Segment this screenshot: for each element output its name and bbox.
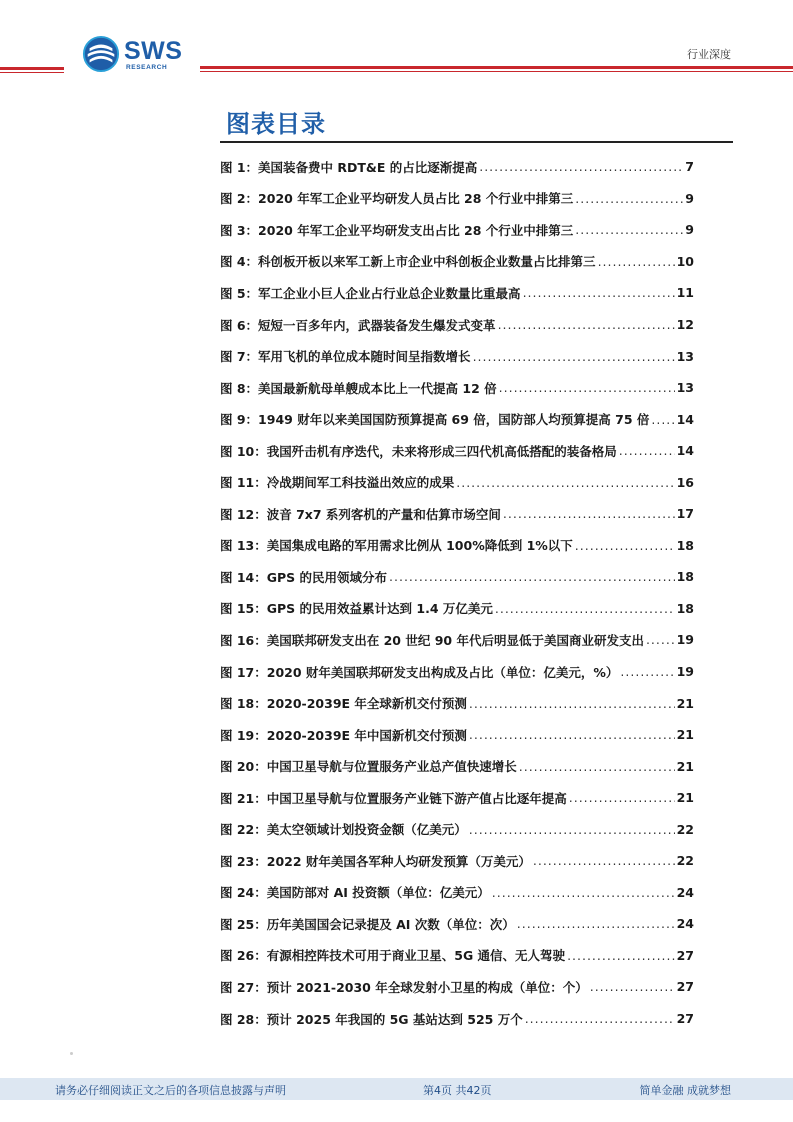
toc-entry[interactable] (220, 971, 694, 1003)
toc-entry-page: 27 (676, 979, 694, 995)
toc-entry-leader (503, 506, 675, 521)
toc-entry-page: 11 (676, 285, 694, 301)
toc-entry-leader (598, 254, 675, 269)
toc-entry-page: 13 (676, 380, 694, 396)
toc-entry-page: 22 (676, 853, 694, 869)
toc-entry-leader (646, 632, 675, 647)
toc-entry[interactable] (220, 151, 694, 183)
toc-entry[interactable] (220, 656, 694, 688)
toc-entry-page: 17 (676, 506, 694, 522)
toc-entry[interactable] (220, 782, 694, 814)
toc-entry-leader (620, 664, 674, 679)
toc-entry-page: 24 (676, 916, 694, 932)
toc-entry-leader (456, 475, 674, 490)
toc-entry[interactable] (220, 719, 694, 751)
toc-title: 图表目录 (226, 110, 326, 138)
toc-entry-leader (525, 1011, 675, 1026)
toc-entry-label: 图 5：军工企业小巨人企业占行业总企业数量比重最高 (220, 285, 521, 301)
header-rule-right (200, 66, 793, 69)
toc-entry-leader (469, 727, 675, 742)
toc-entry-label: 图 15：GPS 的民用效益累计达到 1.4 万亿美元 (220, 601, 493, 617)
toc-entry-label: 图 2：2020 年军工企业平均研发人员占比 28 个行业中排第三 (220, 191, 574, 207)
footer-disclaimer: 请务必仔细阅读正文之后的各项信息披露与声明 (55, 1084, 286, 1097)
page-footer (0, 1078, 793, 1100)
toc-entry[interactable] (220, 340, 694, 372)
toc-entry[interactable] (220, 246, 694, 278)
toc-entry-page: 13 (676, 348, 694, 364)
toc-entry-leader (517, 916, 675, 931)
toc-entry-leader (495, 601, 675, 616)
figure-list (220, 151, 694, 1034)
sws-logo-icon (82, 35, 120, 73)
toc-entry-leader (473, 349, 675, 364)
toc-entry-label: 图 12：波音 7x7 系列客机的产量和估算市场空间 (220, 506, 501, 522)
decorative-dot (70, 1052, 73, 1055)
toc-entry[interactable] (220, 435, 694, 467)
toc-entry-label: 图 27：预计 2021-2030 年全球发射小卫星的构成（单位：个） (220, 979, 588, 995)
toc-entry[interactable] (220, 940, 694, 972)
toc-entry-leader (498, 317, 675, 332)
toc-entry[interactable] (220, 877, 694, 909)
toc-entry-page: 18 (676, 600, 694, 616)
toc-entry-label: 图 3：2020 年军工企业平均研发支出占比 28 个行业中排第三 (220, 222, 574, 238)
report-category: 行业深度 (687, 48, 731, 61)
toc-entry-page: 9 (685, 222, 694, 238)
toc-entry-label: 图 14：GPS 的民用领域分布 (220, 569, 388, 585)
header-rule-left (0, 67, 64, 70)
toc-entry-leader (575, 538, 675, 553)
toc-entry-label: 图 11：冷战期间军工科技溢出效应的成果 (220, 475, 455, 491)
toc-entry-page: 27 (676, 947, 694, 963)
toc-entry-page: 21 (676, 790, 694, 806)
toc-entry[interactable] (220, 750, 694, 782)
toc-entry[interactable] (220, 813, 694, 845)
toc-entry-page: 10 (676, 253, 694, 269)
toc-entry[interactable] (220, 372, 694, 404)
logo-wordmark: SWS (124, 36, 183, 65)
toc-entry[interactable] (220, 309, 694, 341)
toc-entry-leader (469, 822, 675, 837)
company-logo (82, 34, 182, 74)
toc-entry-page: 19 (676, 632, 694, 648)
toc-entry[interactable] (220, 214, 694, 246)
header-rule-right-thin (200, 71, 793, 72)
toc-entry[interactable] (220, 624, 694, 656)
toc-entry[interactable] (220, 687, 694, 719)
toc-entry-page: 22 (676, 821, 694, 837)
toc-entry[interactable] (220, 845, 694, 877)
toc-entry-label: 图 18：2020-2039E 年全球新机交付预测 (220, 696, 467, 712)
toc-entry[interactable] (220, 403, 694, 435)
toc-title-rule (220, 141, 733, 143)
toc-entry-page: 18 (676, 537, 694, 553)
toc-entry-leader (619, 443, 675, 458)
toc-entry-leader (492, 885, 675, 900)
toc-entry-label: 图 6：短短一百多年内，武器装备发生爆发式变革 (220, 317, 496, 333)
toc-entry-label: 图 23：2022 财年美国各军种人均研发预算（万美元） (220, 853, 531, 869)
toc-entry-page: 18 (676, 569, 694, 585)
toc-entry[interactable] (220, 466, 694, 498)
toc-entry-page: 27 (676, 1011, 694, 1027)
toc-entry-page: 14 (676, 443, 694, 459)
toc-entry-label: 图 13：美国集成电路的军用需求比例从 100%降低到 1%以下 (220, 538, 573, 554)
toc-entry-label: 图 1：美国装备费中 RDT&E 的占比逐渐提高 (220, 159, 478, 175)
toc-entry-leader (533, 853, 675, 868)
toc-entry-label: 图 28：预计 2025 年我国的 5G 基站达到 525 万个 (220, 1011, 523, 1027)
toc-entry-leader (523, 285, 675, 300)
toc-entry-page: 24 (676, 884, 694, 900)
toc-entry-label: 图 26：有源相控阵技术可用于商业卫星、5G 通信、无人驾驶 (220, 948, 566, 964)
logo-subtitle: RESEARCH (126, 63, 168, 71)
footer-slogan: 简单金融 成就梦想 (639, 1084, 731, 1097)
toc-entry-leader (575, 191, 683, 206)
toc-entry[interactable] (220, 593, 694, 625)
toc-entry-page: 21 (676, 727, 694, 743)
toc-entry-leader (479, 159, 683, 174)
toc-entry-page: 7 (685, 159, 694, 175)
toc-entry-leader (389, 569, 675, 584)
toc-entry-label: 图 24：美国防部对 AI 投资额（单位：亿美元） (220, 885, 490, 901)
toc-entry-page: 16 (676, 474, 694, 490)
toc-entry[interactable] (220, 183, 694, 215)
toc-entry-page: 21 (676, 758, 694, 774)
toc-entry-label: 图 25：历年美国国会记录提及 AI 次数（单位：次） (220, 916, 515, 932)
toc-entry[interactable] (220, 1003, 694, 1035)
toc-entry-label: 图 9：1949 财年以来美国国防预算提高 69 倍，国防部人均预算提高 75 倍 (220, 412, 650, 428)
toc-entry-leader (567, 948, 675, 963)
toc-entry[interactable] (220, 908, 694, 940)
toc-entry-leader (575, 222, 683, 237)
toc-entry-label: 图 22：美太空领域计划投资金额（亿美元） (220, 822, 467, 838)
toc-entry-page: 14 (676, 411, 694, 427)
toc-entry-label: 图 19：2020-2039E 年中国新机交付预测 (220, 727, 467, 743)
footer-page-number: 第4页 共42页 (423, 1084, 492, 1097)
toc-entry-leader (590, 979, 675, 994)
toc-entry-label: 图 8：美国最新航母单艘成本比上一代提高 12 倍 (220, 380, 497, 396)
toc-entry-label: 图 4：科创板开板以来军工新上市企业中科创板企业数量占比排第三 (220, 254, 596, 270)
toc-entry-label: 图 21：中国卫星导航与位置服务产业链下游产值占比逐年提高 (220, 790, 567, 806)
header-rule-left-thin (0, 72, 64, 73)
toc-entry[interactable] (220, 277, 694, 309)
toc-entry-label: 图 10：我国歼击机有序迭代，未来将形成三四代机高低搭配的装备格局 (220, 443, 617, 459)
toc-entry[interactable] (220, 530, 694, 562)
toc-entry-leader (651, 412, 674, 427)
toc-entry-leader (569, 790, 675, 805)
toc-entry-page: 19 (676, 664, 694, 680)
toc-entry-leader (499, 380, 675, 395)
toc-entry-leader (469, 696, 675, 711)
toc-entry-page: 12 (676, 317, 694, 332)
toc-entry-page: 9 (685, 190, 694, 206)
toc-entry-label: 图 20：中国卫星导航与位置服务产业总产值快速增长 (220, 759, 517, 775)
toc-entry-page: 21 (676, 695, 694, 711)
toc-entry-leader (519, 759, 675, 774)
toc-entry-label: 图 7：军用飞机的单位成本随时间呈指数增长 (220, 349, 471, 365)
toc-entry-label: 图 16：美国联邦研发支出在 20 世纪 90 年代后明显低于美国商业研发支出 (220, 632, 644, 648)
toc-entry[interactable] (220, 561, 694, 593)
toc-entry[interactable] (220, 498, 694, 530)
toc-entry-label: 图 17：2020 财年美国联邦研发支出构成及占比（单位：亿美元，%） (220, 664, 619, 680)
